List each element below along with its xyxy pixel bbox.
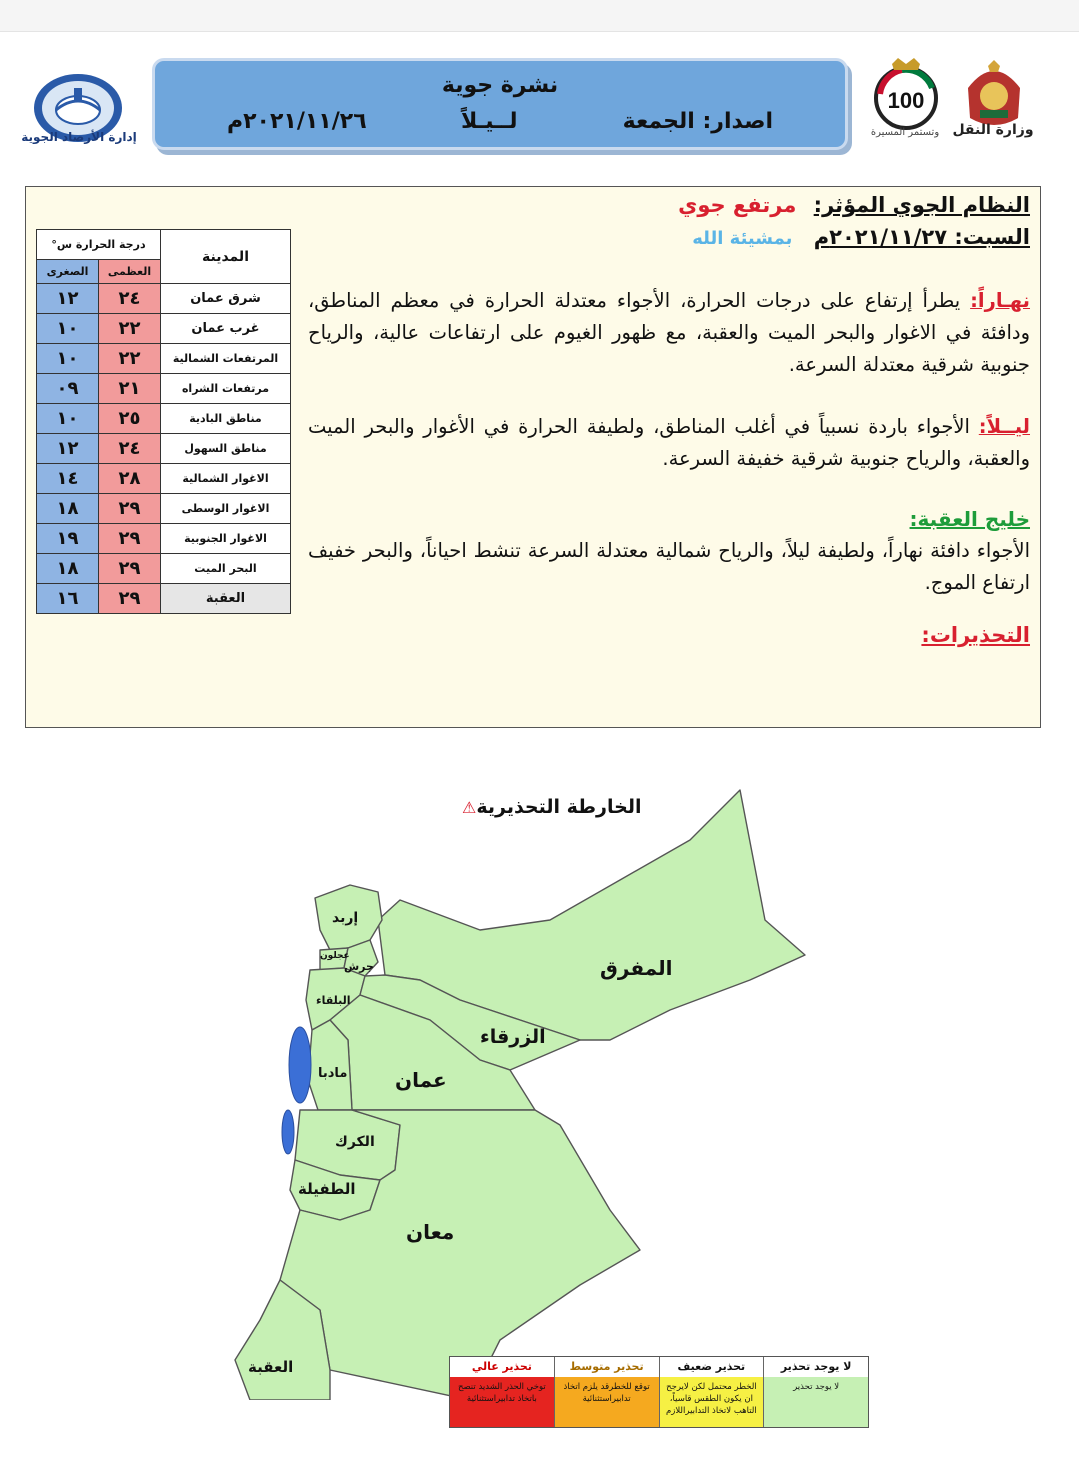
legend-desc: توقع للخطرقد يلزم اتخاذ تدابيراستثنائية (555, 1377, 659, 1427)
aqaba-label: خليج العقبة: (909, 507, 1030, 531)
min-temp: ١٠ (37, 344, 99, 374)
table-row (37, 404, 291, 434)
label-tafilah: الطفيلة (298, 1180, 356, 1198)
city-name: شرق عمان (161, 284, 291, 314)
city-name: مناطق البادية (161, 404, 291, 434)
table-row (37, 554, 291, 584)
label-jerash: جرش (344, 960, 374, 973)
max-temp: ٢٢ (99, 314, 161, 344)
aqaba-text: الأجواء دافئة نهاراً، ولطيفة ليلاً، والرياح شمالية معتدلة السرعة تنشط احياناً، والبحر خفيف ارتفاع الموج. (308, 539, 1030, 594)
table-row (37, 584, 291, 614)
legend-high-warning (450, 1357, 554, 1427)
label-ajloun: عجلون (320, 951, 350, 961)
issue-day: اصدار: الجمعة (622, 109, 773, 134)
legend-desc: الخطر محتمل لكن لايرجح ان يكون الطقس قاسياً، التاهب لاتخاذ التدابيراللازم (660, 1377, 764, 1427)
max-temp: ٢٤ (99, 284, 161, 314)
min-temp: ١٠ (37, 404, 99, 434)
warnings-heading: التحذيرات: (921, 623, 1030, 647)
max-temp: ٢٨ (99, 464, 161, 494)
city-name: الاغوار الجنوبية (161, 524, 291, 554)
day-forecast (308, 285, 1030, 381)
max-temp: ٢٩ (99, 584, 161, 614)
city-name: العقبة (161, 584, 291, 614)
table-row (37, 344, 291, 374)
bulletin-title: نشرة جوية (441, 73, 559, 98)
city-name: مرتفعات الشراه (161, 374, 291, 404)
temperature-table (36, 229, 291, 614)
bulletin-header (152, 58, 848, 150)
min-temp: ١٦ (37, 584, 99, 614)
max-temp: ٢٤ (99, 434, 161, 464)
city-name: الاغوار الشمالية (161, 464, 291, 494)
min-temp: ١٢ (37, 284, 99, 314)
city-name: المرتفعات الشمالية (161, 344, 291, 374)
day-label: نهـاراً: (970, 289, 1030, 312)
max-temp: ٢١ (99, 374, 161, 404)
min-temp: ١٩ (37, 524, 99, 554)
max-temp: ٢٩ (99, 554, 161, 584)
day-text: يطرأ إرتفاع على درجات الحرارة، الأجواء معتدلة الحرارة في معظم المناطق، ودافئة في الاغوار والبحر الميت والعقبة، مع ظهور الغيوم على ارتفاعات عالية، والرياح جنوبية شرقية معتدلة السرعة. (308, 289, 1030, 376)
legend-desc: توخي الحذر الشديد تنصح باتخاذ تدابيراستثنائية (450, 1377, 554, 1427)
warning-triangle-icon: ⚠ (462, 798, 477, 817)
table-row (37, 284, 291, 314)
min-temp: ١٢ (37, 434, 99, 464)
centenary-number: 100 (887, 88, 925, 113)
dead-sea-south (282, 1110, 294, 1154)
night-label: ليــلاً: (978, 415, 1030, 438)
city-name: غرب عمان (161, 314, 291, 344)
legend-desc: لا يوجد تحذير (764, 1377, 868, 1427)
dead-sea (289, 1027, 311, 1103)
label-amman: عمان (395, 1068, 447, 1092)
city-header: المدينة (161, 230, 291, 284)
forecast-date (692, 225, 1030, 249)
max-header: العظمى (99, 260, 161, 284)
top-bar (0, 0, 1079, 32)
night-forecast (308, 411, 1030, 475)
label-aqaba: العقبة (248, 1358, 294, 1376)
legend-title: تحذير متوسط (555, 1357, 659, 1377)
forecast-date-label: السبت: ٢٠٢١/١١/٢٧م (813, 225, 1030, 249)
aqaba-heading (910, 507, 1030, 531)
weather-system-label: النظام الجوي المؤثر: (813, 193, 1030, 217)
label-balqa: البلقاء (316, 994, 351, 1007)
legend-title: تحذير ضعيف (660, 1357, 764, 1377)
night-text: الأجواء باردة نسبياً في أغلب المناطق، ولطيفة الحرارة في الأغوار والبحر الميت والعقبة، والرياح جنوبية شرقية خفيفة السرعة. (308, 415, 1030, 470)
label-mafraq: المفرق (600, 956, 673, 980)
table-row (37, 314, 291, 344)
min-temp: ١٨ (37, 554, 99, 584)
label-irbid: إربد (332, 910, 359, 926)
min-temp: ١٤ (37, 464, 99, 494)
map-title-text: الخارطة التحذيرية (476, 796, 642, 818)
inshallah-text: بمشيئة الله (692, 228, 793, 249)
met-department-name: إدارة الأرصاد الجوية (21, 130, 137, 144)
weather-system (678, 193, 1030, 217)
max-temp: ٢٩ (99, 524, 161, 554)
label-karak: الكرك (335, 1134, 375, 1150)
forecast-panel (25, 186, 1041, 728)
issue-date: ٢٠٢١/١١/٢٦م (227, 109, 367, 134)
table-row (37, 494, 291, 524)
legend-medium-warning (554, 1357, 659, 1427)
legend-title: تحذير عالي (450, 1357, 554, 1377)
table-row (37, 524, 291, 554)
city-name: الاغوار الوسطى (161, 494, 291, 524)
centenary-caption: وتستمر المسيرة (870, 127, 940, 138)
label-madaba: مادبا (318, 1066, 348, 1081)
city-name: البحر الميت (161, 554, 291, 584)
governorates (235, 790, 805, 1400)
table-row (37, 374, 291, 404)
legend-no-warning (763, 1357, 868, 1427)
legend-low-warning (659, 1357, 764, 1427)
min-temp: ٠٩ (37, 374, 99, 404)
label-zarqa: الزرقاء (480, 1026, 546, 1048)
issue-period: لــيـلاً (461, 109, 518, 134)
temp-header: درجة الحرارة س° (37, 230, 161, 260)
table-row (37, 464, 291, 494)
warning-legend (449, 1356, 869, 1428)
min-temp: ١٠ (37, 314, 99, 344)
ministry-name: وزارة النقل (952, 122, 1034, 138)
min-temp: ١٨ (37, 494, 99, 524)
weather-system-value: مرتفع جوي (678, 193, 797, 217)
max-temp: ٢٢ (99, 344, 161, 374)
warning-map (220, 780, 820, 1400)
max-temp: ٢٥ (99, 404, 161, 434)
label-maan: معان (406, 1220, 455, 1244)
city-name: مناطق السهول (161, 434, 291, 464)
table-row (37, 434, 291, 464)
min-header: الصغرى (37, 260, 99, 284)
max-temp: ٢٩ (99, 494, 161, 524)
legend-title: لا يوجد تحذير (764, 1357, 868, 1377)
